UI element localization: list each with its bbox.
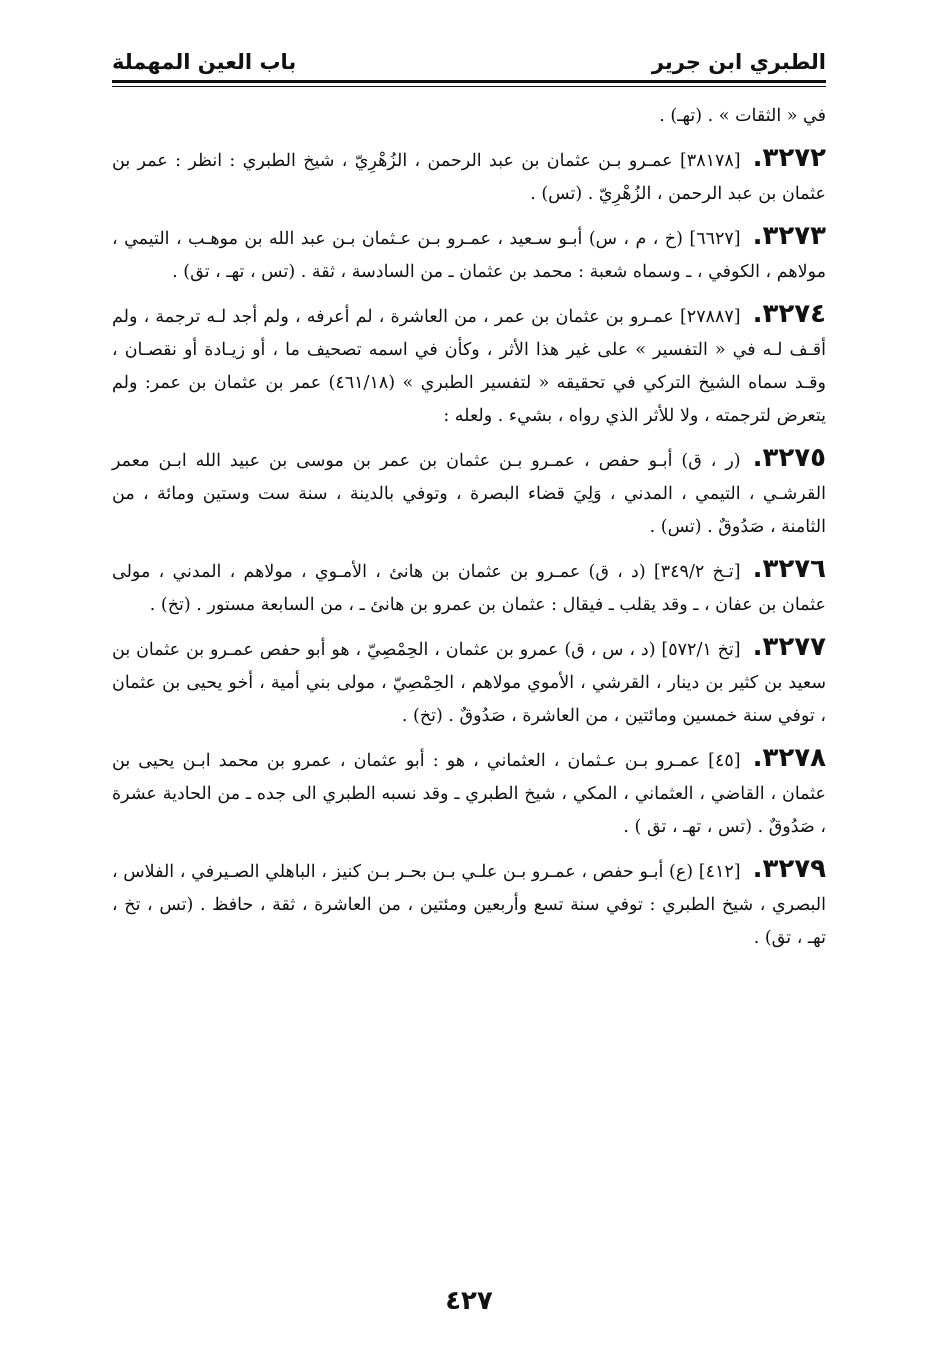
entry-3272 [112,142,826,211]
entry-3273 [112,220,826,289]
entry-text: [٤١٢] (ع) أبـو حفص ، عمـرو بـن علـي بـن بحـر بـن كنيز ، الباهلي الصـيرفي ، الفلاس ، البصري ، شيخ الطبري : توفي سنة تسع وأربعين ومئتين ، من العاشرة ، ثقة ، حافظ . (تس ، تخ ، تهـ ، تق) . [112,862,826,948]
header-rule-thick [112,80,826,83]
entry-number: ٣٢٧٥. [752,443,826,473]
entry-text: [٢٧٨٨٧] عمـرو بن عثمان بن عمر ، من العاشرة ، لم أعرفه ، ولم أجد لـه ترجمة ، ولم أقـف لـه في « التفسير » على غير هذا الأثر ، وكأن في اسمه تصحيف ما ، أو زيـادة أو نقصـان ، وقـد سماه الشيخ التركي في تحقيقه « لتفسير الطبري » (٤٦١/١٨) عمر بن عثمان بن عمر: ولم يتعرض لترجمته ، ولا للأثر الذي رواه ، بشيء . ولعله : [112,307,826,426]
entry-number: ٣٢٧٧. [752,632,826,662]
entry-text: [٤٥] عمـرو بـن عـثمان ، العثماني ، هو : أبو عثمان ، عمرو بن محمد ابـن يحيى بن عثمان ، القاضي ، العثماني ، المكي ، شيخ الطبري ـ وقد نسبه الطبري الى جده ـ من الحادية عشرة ، صَدُوقٌ . (تس ، تهـ ، تق ) . [112,751,826,837]
entry-text: (ر ، ق) أبـو حفص ، عمـرو بـن عثمان بن عمر بن موسى بن عبيد الله ابـن معمر القرشـي ، التيمي ، المدني ، وَلِيَ قضاء البصرة ، وتوفي بالدينة ، سنة ست وستين ومائة ، من الثامنة ، صَدُوقٌ . (تس) . [112,451,826,537]
entry-text: [تـخ ٣٤٩/٢] (د ، ق) عمـرو بن عثمان بن هانئ ، الأمـوي ، مولاهم ، المدني ، مولى عثمان بن عفان ، ـ وقد يقلب ـ فيقال : عثمان بن عمرو بن هانئ ـ ، من السابعة مستور . (تخ) . [112,562,826,615]
entry-text: [٦٦٢٧] (خ ، م ، س) أبـو سـعيد ، عمـرو بـن عـثمان بـن عبد الله بن موهـب ، التيمي ، مولاهم ، الكوفي ، ـ وسماه شعبة : محمد بن عثمان ـ من السادسة ، ثقة . (تس ، تهـ ، تق) . [112,229,826,282]
entry-3274 [112,298,826,433]
entry-number: ٣٢٧٢. [752,143,826,173]
entry-3275 [112,442,826,544]
entry-3279 [112,853,826,955]
entry-text: [٣٨١٧٨] عمـرو بـن عثمان بن عبد الرحمن ، الزُهْرِيّ ، شيخ الطبري : انظر : عمر بن عثمان بن عبد الرحمن ، الزُهْرِيّ . (تس) . [112,151,826,204]
entry-number: ٣٢٧٩. [752,854,826,884]
entry-number: ٣٢٧٦. [752,554,826,584]
entry-3278 [112,742,826,844]
header-rule-thin [112,86,826,87]
page-number: ٤٢٧ [445,1286,493,1316]
entry-text: [تخ ٥٧٢/١] (د ، س ، ق) عمرو بن عثمان ، الحِمْصِيّ ، هو أبو حفص عمـرو بن عثمان بن سعيد بن كثير بن دينار ، القرشي ، الأموي مولاهم ، الحِمْصِيّ ، مولى بني أمية ، أخو يحيى بن عثمان ، توفي سنة خمسين ومائتين ، من العاشرة ، صَدُوقٌ . (تخ) . [112,640,826,726]
page-body [112,100,826,964]
intro-line: في « الثقات » . (تهـ) . [659,106,826,126]
entry-3277 [112,631,826,733]
entry-3276 [112,553,826,622]
entry-number: ٣٢٧٤. [752,299,826,329]
entry-number: ٣٢٧٣. [752,221,826,251]
entry-number: ٣٢٧٨. [752,743,826,773]
header-left-title: باب العين المهملة [112,50,297,74]
running-header [112,30,826,74]
header-right-title: الطبري ابن جرير [651,50,826,74]
